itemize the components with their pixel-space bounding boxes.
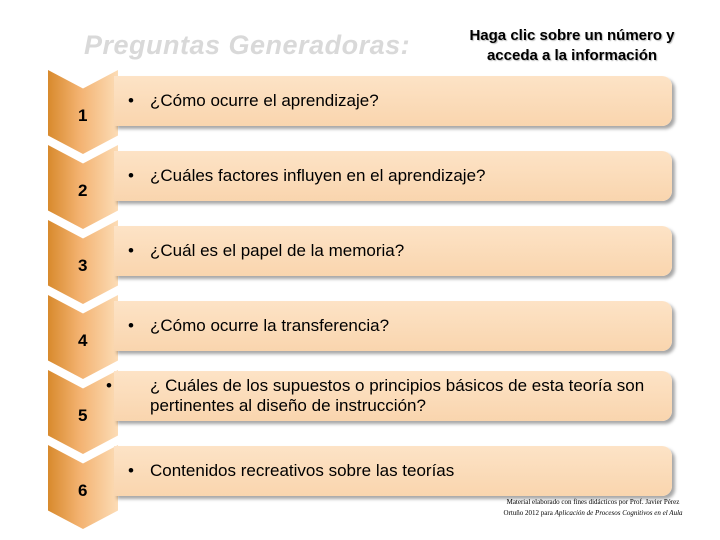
- question-bar-1[interactable]: [114, 76, 672, 126]
- footer-line-2-italic: Aplicación de Procesos Cognitivos en el Aula: [554, 509, 683, 517]
- bullet-glyph: •: [128, 461, 134, 480]
- question-bar-6[interactable]: [114, 446, 672, 496]
- question-label-3: ¿Cuál es el papel de la memoria?: [150, 241, 405, 260]
- question-label-2: ¿Cuáles factores influyen en el aprendizaje?: [150, 166, 486, 185]
- footer-line-2: [468, 508, 718, 519]
- bullet-glyph: •: [128, 166, 134, 185]
- question-label-5: ¿ Cuáles de los supuestos o principios básicos de esta teoría son pertinentes al diseño de instrucción?: [150, 376, 645, 415]
- question-text-5: [106, 376, 654, 416]
- bullet-glyph: •: [128, 91, 134, 110]
- question-label-6: Contenidos recreativos sobre las teorías: [150, 461, 455, 480]
- chevron-number-2[interactable]: 2: [78, 181, 88, 200]
- bullet-glyph: •: [128, 316, 134, 335]
- chevron-number-3[interactable]: 3: [78, 256, 88, 275]
- footer-line-1: Material elaborado con fines didácticos por Prof. Javier Pérez: [506, 498, 680, 506]
- question-text-6: [128, 461, 654, 481]
- question-label-1: ¿Cómo ocurre el aprendizaje?: [150, 91, 379, 110]
- question-text-3: [128, 241, 654, 261]
- question-bar-3[interactable]: [114, 226, 672, 276]
- question-label-4: ¿Cómo ocurre la transferencia?: [150, 316, 390, 335]
- credit-footer: [468, 497, 718, 519]
- footer-line-2-prefix: Ortuño 2012 para: [503, 509, 553, 517]
- question-text-4: [128, 316, 654, 336]
- number-chevron-list: [48, 70, 118, 510]
- bullet-glyph: •: [128, 241, 134, 260]
- question-bar-2[interactable]: [114, 151, 672, 201]
- chevron-number-1[interactable]: 1: [78, 106, 88, 125]
- question-text-2: [128, 166, 654, 186]
- instruction-text: Haga clic sobre un número y acceda a la información: [469, 27, 675, 64]
- page-title: Preguntas Generadoras:: [84, 30, 411, 60]
- chevron-number-5[interactable]: 5: [78, 406, 88, 425]
- question-bar-4[interactable]: [114, 301, 672, 351]
- bullet-glyph: •: [106, 376, 112, 395]
- chevron-number-6[interactable]: 6: [78, 481, 88, 500]
- chevron-number-4[interactable]: 4: [78, 331, 88, 350]
- question-bar-5[interactable]: [106, 371, 672, 421]
- question-text-1: [128, 91, 654, 111]
